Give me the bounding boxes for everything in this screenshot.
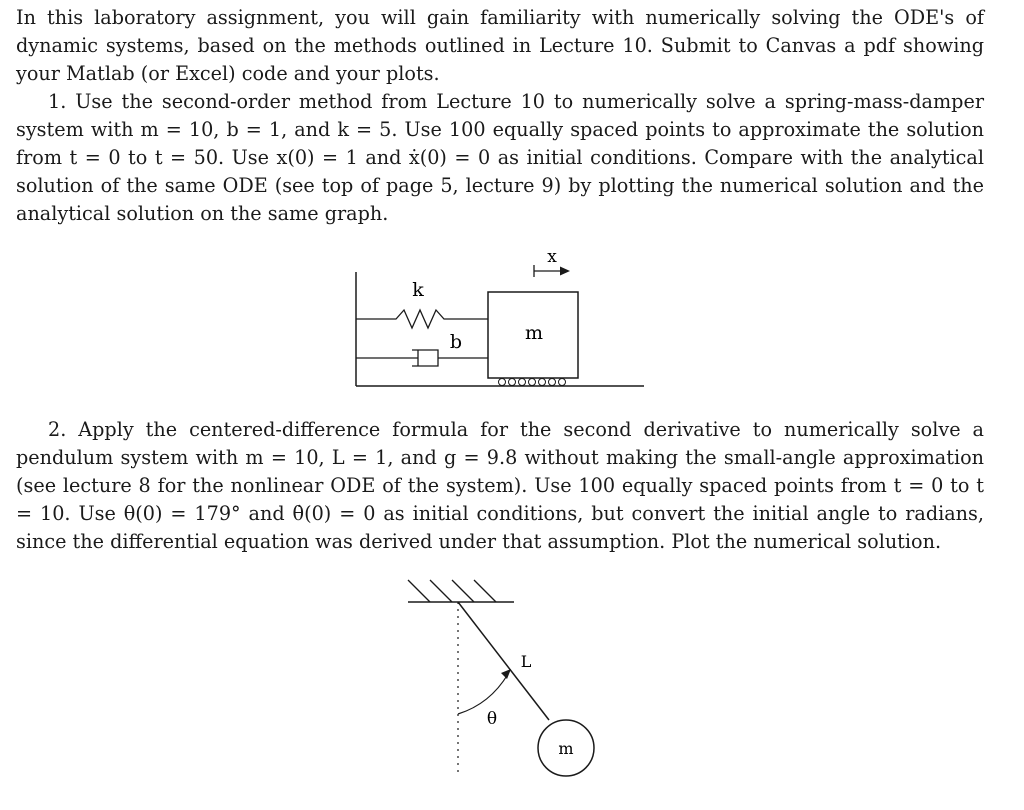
- spring-symbol: [356, 310, 488, 328]
- problem-1-number: 1.: [48, 90, 67, 113]
- problem-1: [16, 88, 984, 228]
- roller-wheel: [509, 379, 516, 386]
- pendulum-figure: [396, 572, 616, 798]
- roller-wheel: [559, 379, 566, 386]
- spring-label: k: [412, 279, 424, 301]
- angle-arrow-icon: [501, 669, 511, 679]
- hatch-line: [430, 580, 452, 602]
- hatch-line: [408, 580, 430, 602]
- problem-2-number: 2.: [48, 418, 67, 441]
- roller-wheels: [499, 379, 566, 386]
- displacement-arrow-icon: [560, 267, 570, 276]
- problem-2-text: Apply the centered-difference formula for the second derivative to numerically solve a pendulum system with m = 10, L = 1, and g = 9.8 without making the small-angle approximation (see lecture 8 for the nonlinear ODE of the system). Use 100 equally spaced points from t = 0 to t = 10. Use θ(0) = 179° and θ̇(0) = 0 as initial conditions, but convert the initial angle to radians, since the differential equation was derived under that assumption. Plot the numerical solution.: [16, 418, 984, 553]
- bob-mass-label: m: [558, 739, 574, 758]
- hatch-line: [452, 580, 474, 602]
- damper-label: b: [449, 331, 463, 353]
- problem-2: [16, 416, 984, 556]
- displacement-label: x: [547, 247, 557, 267]
- roller-wheel: [529, 379, 536, 386]
- spring-mass-damper-figure: [340, 240, 660, 404]
- ceiling-hatching: [408, 580, 496, 602]
- length-label: L: [520, 652, 532, 671]
- angle-label: θ: [486, 709, 498, 729]
- roller-wheel: [539, 379, 546, 386]
- hatch-line: [474, 580, 496, 602]
- roller-wheel: [549, 379, 556, 386]
- intro-paragraph: In this laboratory assignment, you will gain familiarity with numerically solving the ODE's of dynamic systems, based on the methods outlined in Lecture 10. Submit to Canvas a pdf showing your Matlab (or Excel) code and your plots.: [16, 6, 984, 85]
- pendulum-rod: [458, 602, 549, 720]
- roller-wheel: [519, 379, 526, 386]
- problem-1-text: Use the second-order method from Lecture 10 to numerically solve a spring-mass-damper system with m = 10, b = 1, and k = 5. Use 100 equally spaced points to approximate the solution from t = 0 to t = 50. Use x(0) = 1 and ẋ(0) = 0 as initial conditions. Compare with the analytical solution of the same ODE (see top of page 5, lecture 9) by plotting the numerical solution and the analytical solution on the same graph.: [16, 90, 984, 225]
- mass-label: m: [524, 322, 544, 344]
- angle-arc: [458, 674, 508, 714]
- roller-wheel: [499, 379, 506, 386]
